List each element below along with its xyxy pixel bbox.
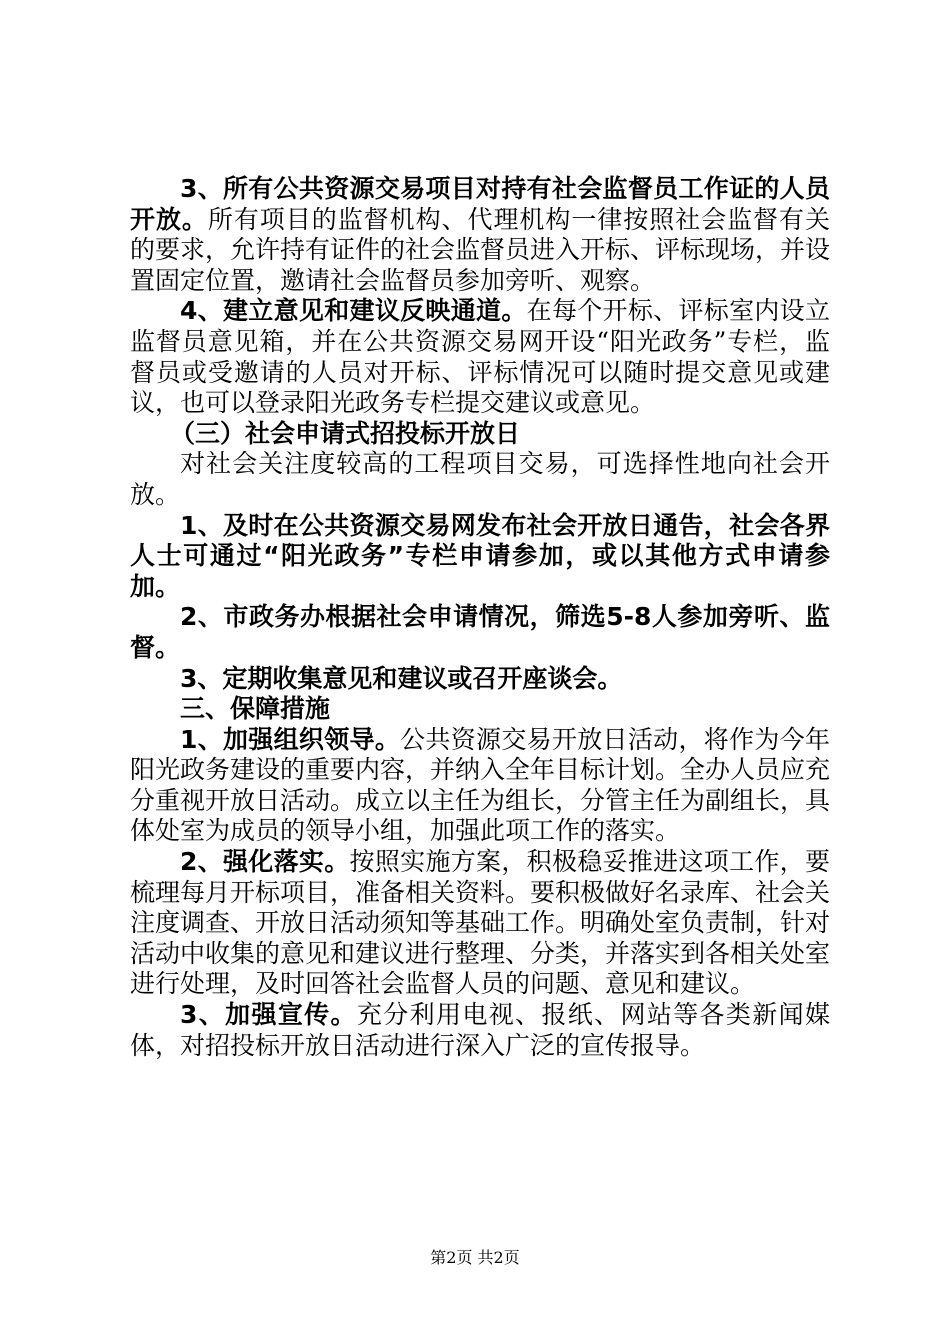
paragraph-lead: 3、所有公共资源交易项目对持有社会监督员工作证的人员开放。 — [130, 174, 830, 234]
paragraph-item-3-collect-feedback — [130, 664, 830, 695]
page-number-indicator: 第2页 共2页 — [430, 1248, 520, 1267]
document-body — [130, 174, 830, 1061]
paragraph-lead: 2、市政务办根据社会申请情况，筛选5-8人参加旁听、监督。 — [130, 602, 830, 662]
paragraph-item-3-open-to-supervisors — [130, 174, 830, 296]
paragraph-section-intro: 对社会关注度较高的工程项目交易，可选择性地向社会开放。 — [130, 449, 830, 509]
section-heading-public-application: （三）社会申请式招投标开放日 — [170, 418, 521, 448]
paragraph-safeguard-publicity — [130, 1000, 830, 1061]
paragraph-lead: 3、定期收集意见和建议或召开座谈会。 — [180, 663, 623, 693]
paragraph-lead: 4、建立意见和建议反映通道。 — [180, 296, 527, 326]
section-heading-safeguards: 三、保障措施 — [180, 694, 331, 724]
paragraph-safeguard-implementation — [130, 847, 830, 1000]
paragraph-safeguard-leadership — [130, 725, 830, 847]
paragraph-text: 充分利用电视、报纸、网站等各类新闻媒体，对招投标开放日活动进行深入广泛的宣传报导。 — [130, 1000, 830, 1060]
paragraph-text: 公共资源交易开放日活动，将作为今年阳光政务建设的重要内容，并纳入全年目标计划。全办人员应充分重视开放日活动。成立以主任为组长，分管主任为副组长，具体处室为成员的领导小组，加强此项工作的落实。 — [130, 724, 831, 846]
paragraph-text: 按照实施方案，积极稳妥推进这项工作，要梳理每月开标项目，准备相关资料。要积极做好名录库、社会关注度调查、开放日活动须知等基础工作。明确处室负责制，针对活动中收集的意见和建议进行整理、分类，并落实到各相关处室进行处理，及时回答社会监督人员的问题、意见和建议。 — [130, 847, 831, 999]
paragraph-item-2-screening — [130, 602, 830, 663]
paragraph-lead: 2、强化落实。 — [180, 847, 350, 877]
paragraph-lead: 3、加强宣传。 — [180, 1000, 357, 1030]
paragraph-lead: 1、加强组织领导。 — [180, 724, 401, 754]
paragraph-item-1-notice — [130, 511, 830, 603]
paragraph-lead: 1、及时在公共资源交易网发布社会开放日通告，社会各界人士可通过“阳光政务”专栏申请参加，或以其他方式申请参加。 — [130, 510, 830, 601]
page-footer — [0, 1245, 950, 1268]
paragraph-text: 所有项目的监督机构、代理机构一律按照社会监督有关的要求，允许持有证件的社会监督员进入开标、评标现场，并设置固定位置，邀请社会监督员参加旁听、观察。 — [130, 204, 831, 295]
paragraph-item-4-feedback-channel — [130, 296, 830, 418]
paragraph-text: 在每个开标、评标室内设立监督员意见箱，并在公共资源交易网开设“阳光政务”专栏，监督员或受邀请的人员对开标、评标情况可以随时提交意见或建议，也可以登录阳光政务专栏提交建议或意见。 — [130, 296, 830, 418]
